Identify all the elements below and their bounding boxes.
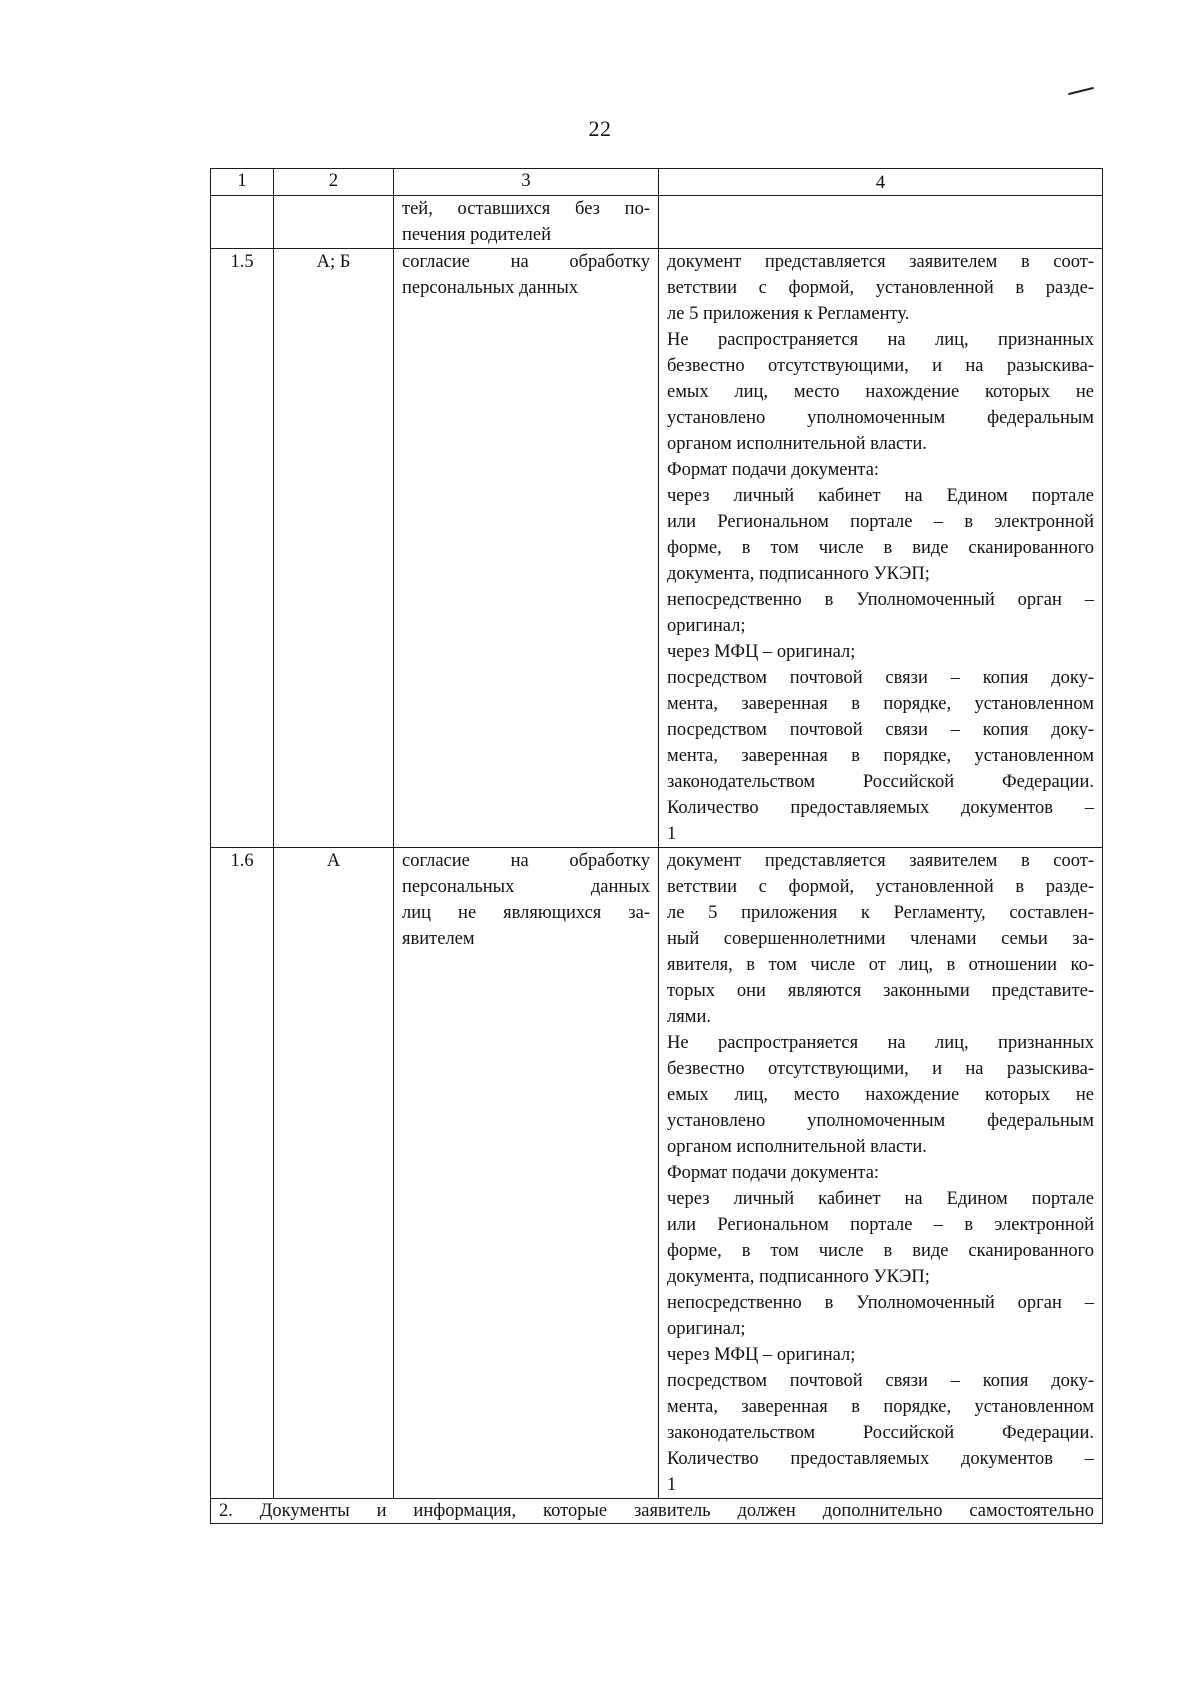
table-row-continued <box>211 196 1103 249</box>
cell-description <box>659 249 1103 848</box>
column-header-4: 4 <box>659 169 1103 196</box>
column-header-2: 2 <box>274 169 394 196</box>
cell-document <box>394 249 659 848</box>
text-line: явителя, в том числе от лиц, в отношении ко- <box>667 955 1094 975</box>
text-line: установлено уполномоченным федеральным <box>667 408 1094 428</box>
text-line: явителем <box>402 929 475 949</box>
column-header-1: 1 <box>211 169 274 196</box>
text-line: через личный кабинет на Едином портале <box>667 486 1094 506</box>
cell-num <box>211 196 274 249</box>
cell-num: 1.6 <box>211 848 274 1499</box>
scan-mark <box>1068 87 1094 95</box>
text-line: персональных данных <box>402 278 579 298</box>
text-line: Количество предоставляемых документов – <box>667 798 1094 818</box>
text-line: документа, подписанного УКЭП; <box>667 1267 930 1287</box>
text-line: ле 5 приложения к Регламенту, составлен- <box>667 903 1094 923</box>
text-line: посредством почтовой связи – копия доку- <box>667 720 1094 740</box>
column-header-3: 3 <box>394 169 659 196</box>
text-line: оригинал; <box>667 616 746 636</box>
text-line: оригинал; <box>667 1319 746 1339</box>
cell-document <box>394 848 659 1499</box>
text-line: мента, заверенная в порядке, установленном <box>667 746 1094 766</box>
text-line: тей, оставшихся без по- <box>402 199 650 219</box>
text-line: документ представляется заявителем в соот- <box>667 851 1094 871</box>
text-line: органом исполнительной власти. <box>667 1137 927 1157</box>
text-line: Не распространяется на лиц, признанных <box>667 330 1094 350</box>
text-line: документа, подписанного УКЭП; <box>667 564 930 584</box>
text-line: органом исполнительной власти. <box>667 434 927 454</box>
text-line: лями. <box>667 1007 711 1027</box>
page-number: 22 <box>588 116 612 141</box>
table-row <box>211 249 1103 848</box>
cell-category: А; Б <box>274 249 394 848</box>
cell-num: 1.5 <box>211 249 274 848</box>
text-line: документ представляется заявителем в соот- <box>667 252 1094 272</box>
text-line: посредством почтовой связи – копия доку- <box>667 1371 1094 1391</box>
text-line: печения родителей <box>402 225 552 245</box>
cell-category: А <box>274 848 394 1499</box>
text-line: безвестно отсутствующими, и на разыскива- <box>667 1059 1094 1079</box>
text-line: законодательством Российской Федерации. <box>667 1423 1094 1443</box>
text-line: ветствии с формой, установленной в разде- <box>667 877 1094 897</box>
text-line: законодательством Российской Федерации. <box>667 772 1094 792</box>
cell-document <box>394 196 659 249</box>
text-line: установлено уполномоченным федеральным <box>667 1111 1094 1131</box>
document-table <box>210 168 1103 1524</box>
text-line: емых лиц, место нахождение которых не <box>667 382 1094 402</box>
text-line: непосредственно в Уполномоченный орган – <box>667 590 1094 610</box>
text-line: емых лиц, место нахождение которых не <box>667 1085 1094 1105</box>
text-line: торых они являются законными представите- <box>667 981 1094 1001</box>
text-line: через личный кабинет на Едином портале <box>667 1189 1094 1209</box>
text-line: или Региональном портале – в электронной <box>667 512 1094 532</box>
text-line: лиц не являющихся за- <box>402 903 650 923</box>
table-header-row <box>211 169 1103 196</box>
text-line: мента, заверенная в порядке, установленном <box>667 1397 1094 1417</box>
text-line: Не распространяется на лиц, признанных <box>667 1033 1094 1053</box>
text-line: непосредственно в Уполномоченный орган – <box>667 1293 1094 1313</box>
text-line: ле 5 приложения к Регламенту. <box>667 304 910 324</box>
text-line: форме, в том числе в виде сканированного <box>667 1241 1094 1261</box>
text-line: форме, в том числе в виде сканированного <box>667 538 1094 558</box>
text-line: ветствии с формой, установленной в разде- <box>667 278 1094 298</box>
text-line: согласие на обработку <box>402 851 650 871</box>
text-line: Формат подачи документа: <box>667 460 880 480</box>
cell-category <box>274 196 394 249</box>
text-line: персональных данных <box>402 877 650 897</box>
text-line: 1 <box>667 1475 677 1495</box>
text-line: согласие на обработку <box>402 252 650 272</box>
text-line: через МФЦ – оригинал; <box>667 1345 856 1365</box>
text-line: Формат подачи документа: <box>667 1163 880 1183</box>
text-line: через МФЦ – оригинал; <box>667 642 856 662</box>
table-row <box>211 848 1103 1499</box>
table-footer-row <box>211 1499 1103 1524</box>
text-line: ный совершеннолетними членами семьи за- <box>667 929 1094 949</box>
text-line: 1 <box>667 824 677 844</box>
cell-description <box>659 196 1103 249</box>
cell-description <box>659 848 1103 1499</box>
text-line: безвестно отсутствующими, и на разыскива- <box>667 356 1094 376</box>
text-line: или Региональном портале – в электронной <box>667 1215 1094 1235</box>
section-heading: 2. Документы и информация, которые заявитель должен дополнительно самостоятельно <box>211 1499 1103 1524</box>
text-line: Количество предоставляемых документов – <box>667 1449 1094 1469</box>
text-line: мента, заверенная в порядке, установленном <box>667 694 1094 714</box>
text-line: посредством почтовой связи – копия доку- <box>667 668 1094 688</box>
